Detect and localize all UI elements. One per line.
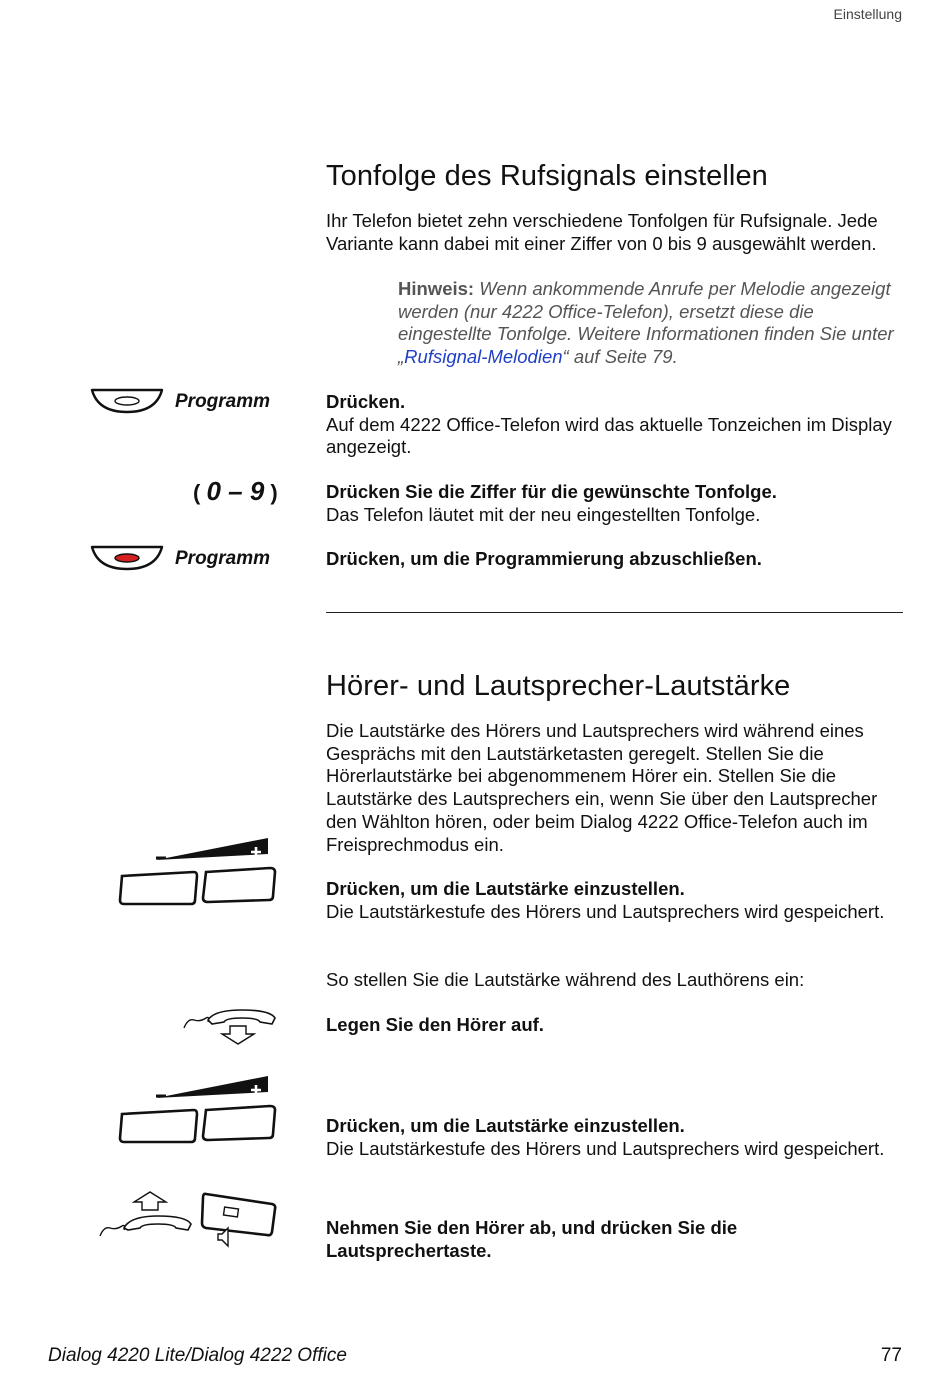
note-text-end: “ auf Seite 79. <box>562 346 678 368</box>
section2-intro: Die Lautstärke des Hörers und Lautsprechers wird während eines Gesprächs mit den Lautstärketasten geregelt. Stellen Sie die Hörerlautstärke bei abgenommenem Hörer ein. Stellen Sie die Lautstärke des Lautsprechers ein, wenn Sie über den Lautsprecher den Wählton hören, oder beim Dialog 4222 Office-Telefon auch im Freisprechmodus ein. <box>326 720 878 855</box>
speaker-key-icon <box>200 1190 278 1250</box>
digits-paren-open: ( <box>193 480 201 505</box>
step1-text <box>326 391 906 459</box>
digits-range: 0 – 9 <box>206 476 265 506</box>
link-ring-melodies[interactable]: Rufsignal-Melodien <box>404 346 563 368</box>
step2-text <box>326 481 906 526</box>
step1-bold: Drücken. <box>326 391 406 412</box>
s2-step1-bold: Drücken, um die Lautstärke einzustellen. <box>326 878 685 899</box>
s2-step2-bold: Legen Sie den Hörer auf. <box>326 1014 544 1035</box>
digit-keys <box>193 476 278 507</box>
digits-paren-close: ) <box>270 480 278 505</box>
arrow-down-icon <box>222 1026 254 1044</box>
section-divider <box>326 612 903 613</box>
program-key-label: Programm <box>175 391 271 412</box>
s2-step4-text <box>326 1217 906 1262</box>
step2-bold: Drücken Sie die Ziffer für die gewünschte Tonfolge. <box>326 481 777 502</box>
program-key-label-2: Programm <box>175 548 271 569</box>
volume-keys-icon <box>118 838 278 908</box>
program-key-icon <box>90 388 164 414</box>
handset-down-icon <box>180 1008 280 1046</box>
note-text: Wenn ankommende Anrufe per Melodie angezeigt werden (nur 4222 Office-Telefon), ersetzt diese die eingestellte Tonfolge. Weitere Informationen finden Sie unter „ <box>398 278 894 368</box>
section2-subintro: So stellen Sie die Lautstärke während des Lauthörens ein: <box>326 969 805 990</box>
note-box <box>398 278 903 369</box>
s2-step3-bold: Drücken, um die Lautstärke einzustellen. <box>326 1115 685 1136</box>
s2-step3-desc: Die Lautstärkestufe des Hörers und Lautsprechers wird gespeichert. <box>326 1137 885 1159</box>
arrow-up-icon <box>134 1192 166 1210</box>
led-on-icon <box>115 554 139 562</box>
step3-text <box>326 548 906 571</box>
note-label: Hinweis: <box>398 278 475 299</box>
s2-step4-bold: Nehmen Sie den Hörer ab, und drücken Sie die Lautsprechertaste. <box>326 1217 738 1261</box>
page-number: 77 <box>880 1345 902 1366</box>
led-off-icon <box>115 397 139 405</box>
step2-desc: Das Telefon läutet mit der neu eingestellten Tonfolge. <box>326 503 761 525</box>
section1-intro: Ihr Telefon bietet zehn verschiedene Tonfolgen für Rufsignale. Jede Variante kann dabei mit einer Ziffer von 0 bis 9 ausgewählt werden. <box>326 210 878 254</box>
s2-step1-text <box>326 878 906 923</box>
program-key-icon-active <box>90 545 164 571</box>
handset-up-icon <box>96 1190 206 1242</box>
volume-keys-icon-2 <box>118 1076 278 1146</box>
section-title-volume: Hörer- und Lautsprecher-Lautstärke <box>326 670 791 702</box>
footer-title: Dialog 4220 Lite/Dialog 4222 Office <box>48 1345 347 1366</box>
step3-bold: Drücken, um die Programmierung abzuschließen. <box>326 548 762 569</box>
running-header: Einstellung <box>833 6 902 22</box>
s2-step2-text <box>326 1014 906 1037</box>
section-title-ring-tone: Tonfolge des Rufsignals einstellen <box>326 160 768 192</box>
step1-desc: Auf dem 4222 Office-Telefon wird das aktuelle Tonzeichen im Display angezeigt. <box>326 413 892 458</box>
s2-step1-desc: Die Lautstärkestufe des Hörers und Lautsprechers wird gespeichert. <box>326 900 885 922</box>
s2-step3-text <box>326 1115 906 1160</box>
